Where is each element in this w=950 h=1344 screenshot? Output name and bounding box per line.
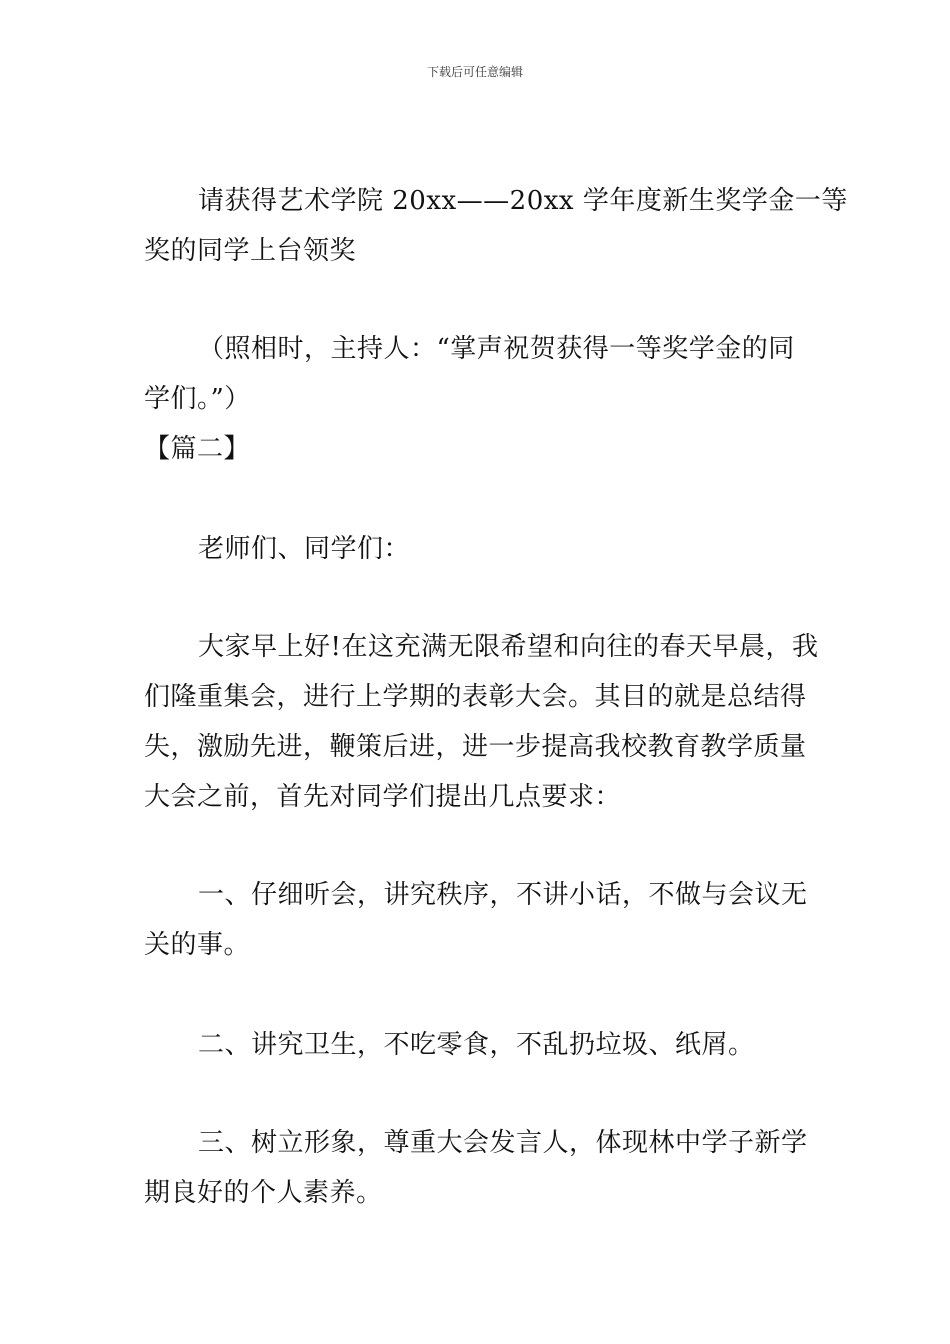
- paragraph-line: 期良好的个人素养。: [144, 1178, 383, 1208]
- page-header: 下载后可任意编辑: [426, 65, 523, 79]
- paragraph-line: 学们。”）: [144, 384, 251, 414]
- paragraph-line: 关的事。: [144, 930, 251, 960]
- paragraph-line: 大家早上好!在这充满无限希望和向往的春天早晨，我: [198, 632, 819, 662]
- paragraph-line: 三、树立形象，尊重大会发言人，体现林中学子新学: [198, 1128, 808, 1158]
- paragraph-award-call: [144, 176, 848, 276]
- paragraph-greeting: [144, 524, 809, 574]
- paragraph-line: 奖的同学上台领奖: [144, 236, 357, 266]
- paragraph-line: （照相时，主持人：“掌声祝贺获得一等奖学金的同: [198, 334, 795, 364]
- paragraph-photo-note: [144, 324, 809, 424]
- requirement-two: [144, 1020, 809, 1070]
- section-heading: [144, 424, 809, 474]
- paragraph-line: 失，激励先进，鞭策后进，进一步提高我校教育教学质量: [144, 732, 807, 762]
- paragraph-line: 二、讲究卫生，不吃零食，不乱扔垃圾、纸屑。: [198, 1030, 755, 1060]
- paragraph-line: 大会之前，首先对同学们提出几点要求：: [144, 782, 622, 812]
- section-heading-text: 【篇二】: [144, 434, 251, 464]
- paragraph-line: 一、仔细听会，讲究秩序，不讲小话，不做与会议无: [198, 880, 808, 910]
- paragraph-line: 们隆重集会，进行上学期的表彰大会。其目的就是总结得: [144, 682, 807, 712]
- paragraph-opening: [144, 622, 819, 822]
- requirement-three: [144, 1118, 809, 1218]
- paragraph-line: 请获得艺术学院 20xx——20xx 学年度新生奖学金一等: [198, 186, 848, 216]
- paragraph-line: 老师们、同学们：: [198, 534, 411, 564]
- requirement-one: [144, 870, 809, 970]
